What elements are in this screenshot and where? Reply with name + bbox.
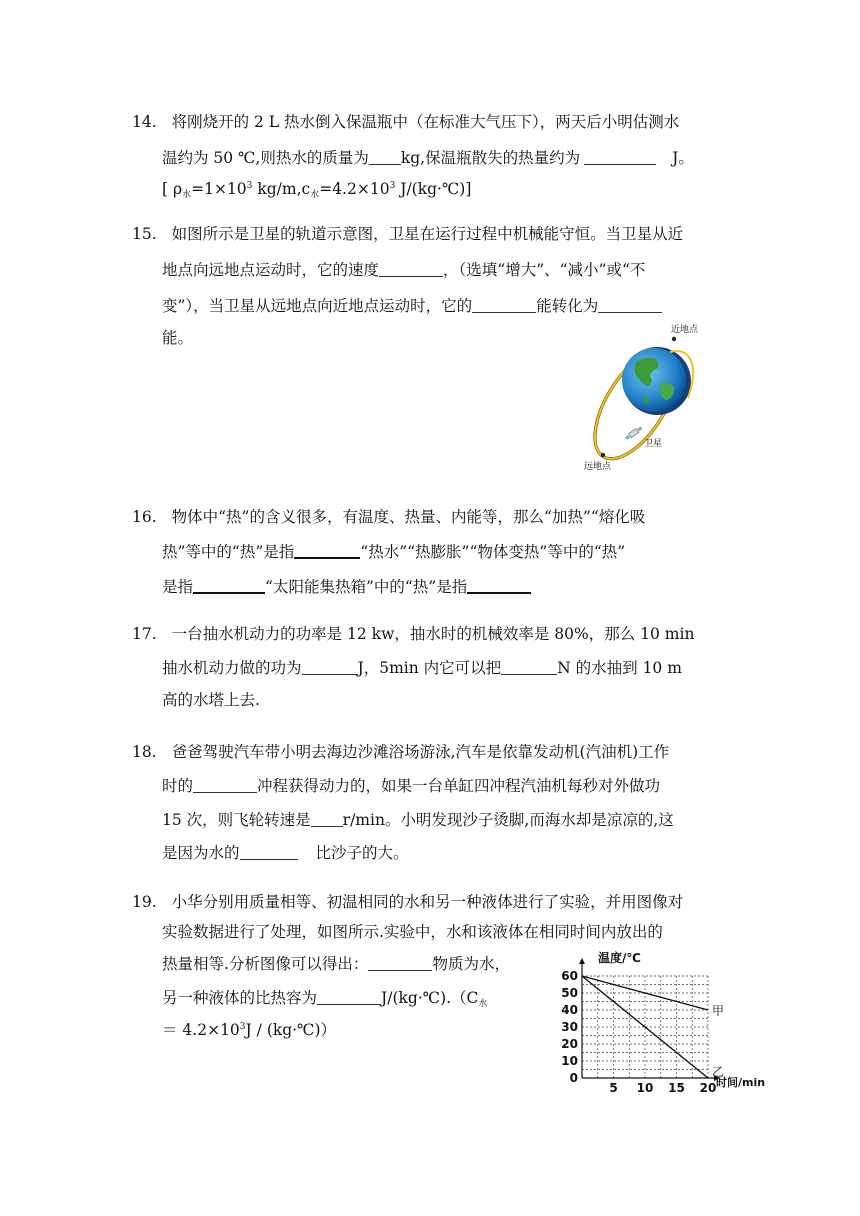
superscript: 3 bbox=[246, 181, 253, 191]
question-14-text-3c: kg/m,c bbox=[252, 180, 311, 198]
question-17-text-3: 高的水塔上去. bbox=[162, 691, 260, 709]
y-tick-label: 60 bbox=[561, 969, 578, 983]
answer-blank[interactable] bbox=[317, 990, 381, 1005]
question-18-text-2a: 时的 bbox=[162, 777, 194, 795]
answer-blank[interactable] bbox=[193, 778, 257, 793]
question-19-text-2: 实验数据进行了处理，如图所示.实验中，水和该液体在相同时间内放出的 bbox=[162, 923, 663, 941]
question-19-text-3a: 热量相等.分析图像可以得出： bbox=[162, 955, 369, 973]
question-19-text-5a: ＝ 4.2×10 bbox=[162, 1021, 240, 1039]
series-label-2: 乙 bbox=[712, 1065, 725, 1079]
superscript: 3 bbox=[389, 181, 396, 191]
question-17-text-2c: N 的水抽到 10 m bbox=[557, 659, 682, 677]
question-14-text-3e: J/(kg·℃)] bbox=[395, 180, 472, 198]
question-18-line-1 bbox=[132, 740, 669, 762]
question-19-text-1: 小华分别用质量相等、初温相同的水和另一种液体进行了实验，并用图像对 bbox=[171, 893, 684, 911]
answer-blank[interactable] bbox=[368, 956, 432, 971]
question-15-line-4 bbox=[162, 326, 193, 348]
question-19-number: 19. bbox=[132, 893, 157, 911]
question-15-text-2b: ，（选填“增大”、“减小”或“不 bbox=[443, 261, 646, 279]
question-14-text-2b: kg,保温瓶散失的热量约为 bbox=[400, 149, 581, 167]
question-19-line-5 bbox=[162, 1018, 336, 1040]
question-18-text-2b: 冲程获得动力的，如果一台单缸四冲程汽油机每秒对外做功 bbox=[257, 777, 661, 795]
question-15-text-3a: 变”），当卫星从远地点向近地点运动时，它的 bbox=[162, 297, 473, 315]
question-15-text-3b: 能转化为 bbox=[536, 297, 599, 315]
question-18-text-3a: 15 次，则飞轮转速是 bbox=[162, 811, 311, 829]
y-tick-label: 20 bbox=[561, 1037, 578, 1051]
far-point-label: 远地点 bbox=[584, 462, 612, 472]
question-19-text-5b: J / (kg·℃)） bbox=[245, 1021, 336, 1039]
question-19-line-3 bbox=[162, 952, 510, 974]
answer-blank[interactable] bbox=[472, 298, 536, 313]
subscript: 水 bbox=[182, 190, 192, 200]
question-15-text-1: 如图所示是卫星的轨道示意图，卫星在运行过程中机械能守恒。当卫星从近 bbox=[171, 225, 684, 243]
question-18-line-3 bbox=[162, 808, 674, 830]
series-label-1: 甲 bbox=[712, 1004, 725, 1018]
chart-series bbox=[582, 976, 724, 1079]
earth-icon bbox=[622, 347, 691, 415]
question-18-text-4b: 比沙子的大。 bbox=[315, 844, 409, 862]
y-axis-label: 温度/℃ bbox=[598, 951, 641, 965]
question-19-text-4a: 另一种液体的比热容为 bbox=[162, 989, 318, 1007]
series-line-2 bbox=[582, 976, 708, 1078]
y-tick-label: 30 bbox=[561, 1020, 578, 1034]
answer-blank[interactable] bbox=[302, 660, 358, 675]
question-14-text-3d: =4.2×10 bbox=[319, 180, 390, 198]
question-19-line-4 bbox=[162, 986, 487, 1009]
question-18-text-1: 爸爸驾驶汽车带小明去海边沙滩浴场游泳,汽车是依靠发动机(汽油机)工作 bbox=[171, 743, 670, 761]
satellite-icon bbox=[625, 426, 642, 439]
question-18-line-2 bbox=[162, 774, 660, 796]
answer-blank[interactable] bbox=[584, 150, 656, 165]
question-14-text-3b: =1×10 bbox=[191, 180, 247, 198]
question-17-number: 17. bbox=[132, 625, 157, 643]
question-15-line-1 bbox=[132, 222, 683, 244]
answer-blank[interactable] bbox=[379, 262, 443, 277]
near-point-label: 近地点 bbox=[671, 325, 699, 335]
question-17-line-1 bbox=[132, 622, 694, 644]
y-tick-label: 50 bbox=[561, 986, 578, 1000]
question-14-number: 14. bbox=[132, 113, 157, 131]
answer-blank[interactable] bbox=[598, 298, 662, 313]
satellite-label: 卫星 bbox=[644, 439, 663, 449]
question-16-text-1: 物体中“热”的含义很多，有温度、热量、内能等，那么“加热”“熔化吸 bbox=[171, 508, 646, 526]
answer-blank[interactable] bbox=[501, 660, 557, 675]
question-16-text-2a: 热”等中的“热”是指 bbox=[162, 543, 295, 561]
question-14-text-2a: 温约为 50 ℃,则热水的质量为 bbox=[162, 149, 369, 167]
question-15-line-3 bbox=[162, 294, 662, 316]
question-18-text-3b: r/min。小明发现沙子烫脚,而海水却是凉凉的,这 bbox=[342, 811, 674, 829]
chart-axes bbox=[579, 958, 720, 1081]
question-14-text-3a: [ ρ bbox=[162, 180, 183, 198]
question-14-text-2c: J。 bbox=[672, 149, 694, 167]
question-15-line-2 bbox=[162, 258, 645, 280]
subscript: 水 bbox=[310, 190, 320, 200]
answer-blank[interactable] bbox=[193, 578, 265, 594]
near-point-dot bbox=[672, 337, 676, 341]
answer-blank[interactable] bbox=[311, 812, 343, 827]
question-14-text-1: 将刚烧开的 2 L 热水倒入保温瓶中（在标准大气压下），两天后小明估测水 bbox=[171, 113, 680, 131]
question-17-text-2b: J，5min 内它可以把 bbox=[357, 659, 502, 677]
x-tick-label: 15 bbox=[668, 1081, 685, 1094]
x-tick-label: 10 bbox=[636, 1081, 654, 1094]
question-16-line-2 bbox=[162, 540, 625, 562]
question-16-text-2b: “热水”“热膨胀”“物体变热”等中的“热” bbox=[360, 543, 626, 561]
chart-ticks bbox=[561, 969, 716, 1094]
question-16-text-3a: 是指 bbox=[162, 578, 194, 596]
question-16-text-3b: “太阳能集热箱”中的“热”是指 bbox=[265, 578, 468, 596]
question-18-text-4a: 是因为水的 bbox=[162, 844, 240, 862]
question-15-text-4: 能。 bbox=[162, 329, 194, 347]
question-17-text-1: 一台抽水机动力的功率是 12 kw，抽水时的机械效率是 80%，那么 10 min bbox=[171, 625, 695, 643]
answer-blank[interactable] bbox=[294, 543, 360, 559]
y-tick-label: 0 bbox=[569, 1071, 578, 1085]
question-15-text-2a: 地点向远地点运动时，它的速度 bbox=[162, 261, 380, 279]
x-tick-label: 5 bbox=[609, 1081, 618, 1094]
question-17-line-2 bbox=[162, 656, 682, 678]
x-axis-label: 时间/min bbox=[716, 1076, 766, 1089]
answer-blank[interactable] bbox=[369, 150, 401, 165]
answer-blank[interactable] bbox=[240, 845, 298, 860]
far-point-dot bbox=[601, 453, 605, 457]
question-16-line-3 bbox=[162, 575, 531, 597]
y-axis-arrow bbox=[579, 958, 585, 964]
x-tick-label: 20 bbox=[699, 1081, 717, 1094]
subscript: 水 bbox=[478, 999, 488, 1009]
question-17-line-3 bbox=[162, 688, 260, 710]
question-18-number: 18. bbox=[132, 743, 157, 761]
question-14-line-2 bbox=[162, 146, 694, 168]
superscript: 3 bbox=[239, 1022, 246, 1032]
question-14-line-3 bbox=[162, 180, 471, 200]
question-17-text-2a: 抽水机动力做的功为 bbox=[162, 659, 302, 677]
satellite-orbit-figure bbox=[578, 318, 728, 474]
question-16-number: 16. bbox=[132, 508, 157, 526]
question-19-line-1 bbox=[132, 890, 683, 912]
question-16-line-1 bbox=[132, 505, 645, 527]
question-14-line-1 bbox=[132, 110, 679, 132]
question-19-text-4b: J/(kg·℃).（C bbox=[381, 989, 479, 1007]
question-18-line-4 bbox=[162, 841, 409, 863]
y-tick-label: 10 bbox=[561, 1054, 578, 1068]
question-15-number: 15. bbox=[132, 225, 157, 243]
y-tick-label: 40 bbox=[561, 1003, 578, 1017]
question-19-line-2 bbox=[162, 920, 663, 942]
temperature-time-chart bbox=[556, 946, 782, 1094]
question-19-text-3b: 物质为水， bbox=[432, 955, 510, 973]
answer-blank[interactable] bbox=[467, 578, 531, 594]
